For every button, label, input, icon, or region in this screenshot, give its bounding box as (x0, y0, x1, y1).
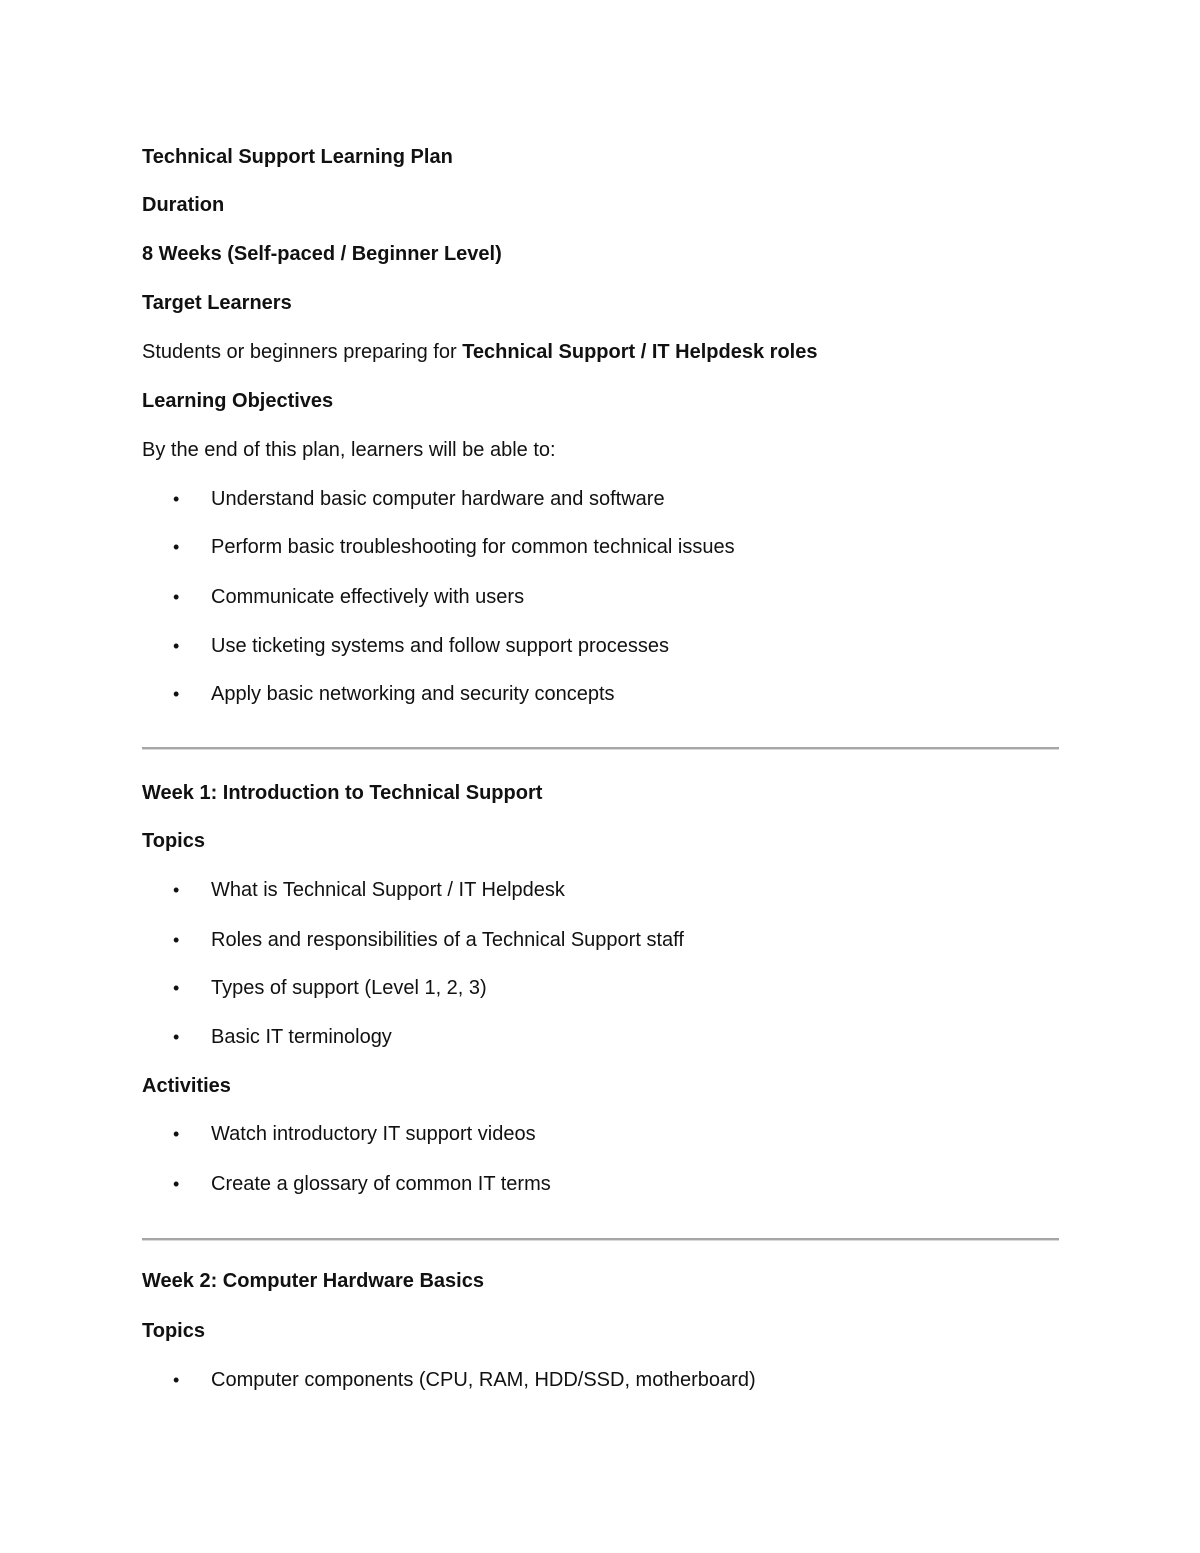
week1-activities-heading: Activities (142, 1075, 231, 1097)
target-learners-role: Technical Support / IT Helpdesk roles (462, 341, 818, 363)
week1-topics-heading: Topics (142, 830, 205, 852)
document-title: Technical Support Learning Plan (142, 146, 453, 168)
horizontal-divider (142, 747, 1059, 750)
bullet-icon: • (173, 1027, 180, 1047)
target-learners-text-prefix: Students or beginners preparing for (142, 341, 463, 363)
list-item (173, 487, 665, 511)
bullet-icon: • (173, 1174, 180, 1194)
list-item (173, 585, 524, 609)
objective-text: Perform basic troubleshooting for common technical issues (211, 536, 735, 558)
topic-text: Roles and responsibilities of a Technical Support staff (211, 929, 684, 951)
activity-text: Watch introductory IT support videos (211, 1123, 536, 1145)
list-item (173, 1025, 392, 1049)
list-item (173, 878, 565, 902)
topic-text: Basic IT terminology (211, 1026, 392, 1048)
objective-text: Communicate effectively with users (211, 586, 525, 608)
topic-text: Computer components (CPU, RAM, HDD/SSD, motherboard) (211, 1369, 756, 1391)
bullet-icon: • (173, 1370, 180, 1390)
objective-text: Use ticketing systems and follow support processes (211, 635, 669, 657)
objective-text: Apply basic networking and security concepts (211, 683, 615, 705)
list-item (173, 682, 615, 706)
bullet-icon: • (173, 636, 180, 656)
week2-topics-heading: Topics (142, 1320, 205, 1342)
bullet-icon: • (173, 684, 180, 704)
topic-text: What is Technical Support / IT Helpdesk (211, 879, 565, 901)
week2-heading: Week 2: Computer Hardware Basics (142, 1270, 484, 1292)
learning-objectives-heading: Learning Objectives (142, 390, 334, 412)
week1-heading: Week 1: Introduction to Technical Support (142, 782, 543, 804)
list-item (173, 634, 669, 658)
bullet-icon: • (173, 587, 180, 607)
list-item (173, 1122, 536, 1146)
list-item (173, 535, 735, 559)
topic-text: Types of support (Level 1, 2, 3) (211, 977, 487, 999)
list-item (173, 1368, 756, 1392)
target-learners-text (142, 340, 817, 364)
horizontal-divider (142, 1238, 1059, 1241)
bullet-icon: • (173, 880, 180, 900)
bullet-icon: • (173, 1124, 180, 1144)
list-item (173, 976, 487, 1000)
list-item (173, 1172, 551, 1196)
objective-text: Understand basic computer hardware and software (211, 488, 665, 510)
list-item (173, 928, 684, 952)
bullet-icon: • (173, 930, 180, 950)
objectives-intro: By the end of this plan, learners will be able to: (142, 439, 556, 461)
activity-text: Create a glossary of common IT terms (211, 1173, 551, 1195)
bullet-icon: • (173, 537, 180, 557)
duration-value: 8 Weeks (Self-paced / Beginner Level) (142, 243, 502, 265)
bullet-icon: • (173, 489, 180, 509)
bullet-icon: • (173, 978, 180, 998)
duration-heading: Duration (142, 194, 225, 216)
target-learners-heading: Target Learners (142, 292, 292, 314)
